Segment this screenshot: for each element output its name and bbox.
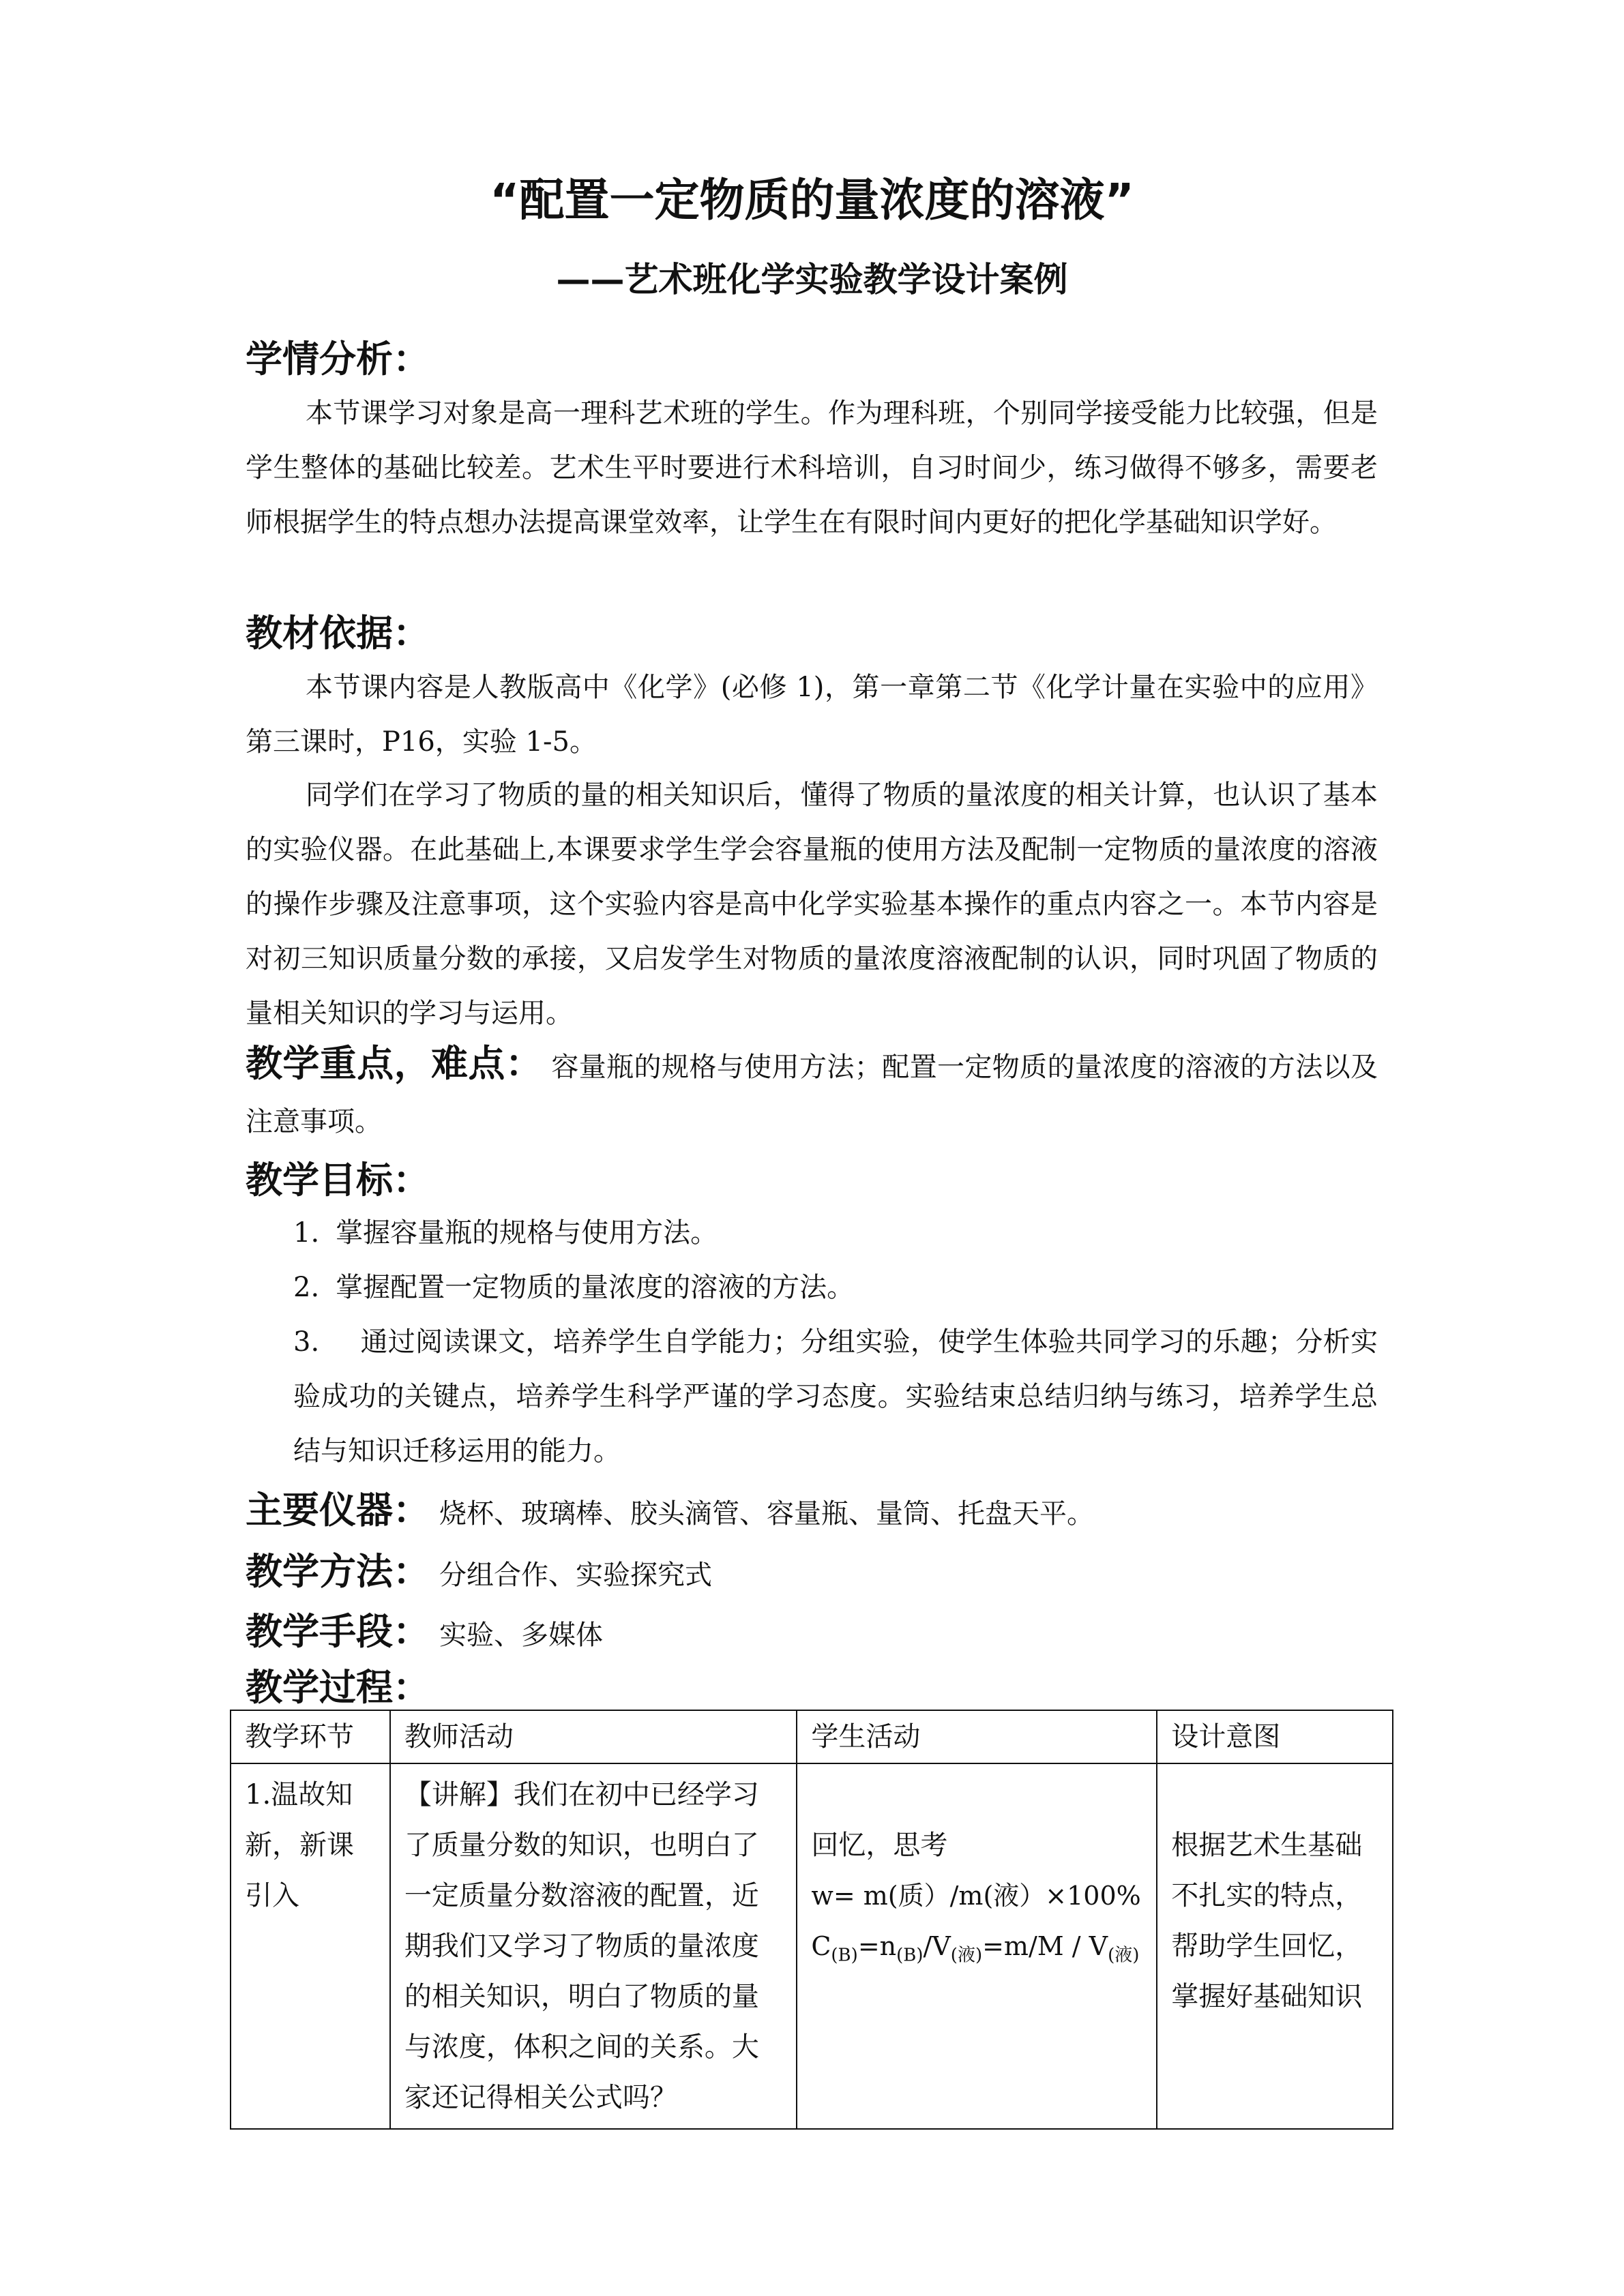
goal-number: 3. — [293, 1326, 320, 1358]
cell-student-activity — [797, 1763, 1157, 2129]
table-header-row — [231, 1710, 1393, 1763]
document-subtitle: ——艺术班化学实验教学设计案例 — [556, 260, 1068, 299]
goal-number: 2. — [293, 1272, 320, 1303]
goal-text: 通过阅读课文，培养学生自学能力；分组实验，使学生体验共同学习的乐趣；分析实验成功的关键点，培养学生科学严谨的学习态度。实验结束总结归纳与练习，培养学生总结与知识迁移运用的能力。 — [293, 1326, 1378, 1467]
heading-instruments: 主要仪器： — [246, 1489, 430, 1532]
paragraph-material-basis-2: 同学们在学习了物质的量的相关知识后，懂得了物质的量浓度的相关计算，也认识了基本的实验仪器。在此基础上,本课要求学生学会容量瓶的使用方法及配制一定物质的量浓度的溶液的操作步骤及注意事项，这个实验内容是高中化学实验基本操作的重点内容之一。本节内容是对初三知识质量分数的承接，又启发学生对物质的量浓度溶液配制的认识，同时巩固了物质的量相关知识的学习与运用。 — [246, 779, 1378, 1029]
teaching-means-text: 实验、多媒体 — [439, 1620, 603, 1651]
cell-design-intent: 根据艺术生基础不扎实的特点，帮助学生回忆，掌握好基础知识 — [1157, 1763, 1393, 2129]
goal-text: 掌握配置一定物质的量浓度的溶液的方法。 — [336, 1272, 855, 1303]
goal-text: 掌握容量瓶的规格与使用方法。 — [336, 1217, 718, 1249]
formula-part: /V — [923, 1931, 951, 1961]
means-line — [246, 1602, 603, 1655]
student-activity-text: 回忆，思考 — [811, 1830, 948, 1861]
goal-item — [293, 1260, 1378, 1315]
goal-number: 1. — [293, 1217, 320, 1249]
formula-part: =m/M / V — [982, 1931, 1108, 1961]
paragraph-student-analysis: 本节课学习对象是高一理科艺术班的学生。作为理科班，个别同学接受能力比较强，但是学生整体的基础比较差。艺术生平时要进行术科培训，自习时间少，练习做得不够多，需要老师根据学生的特点想办法提高课堂效率，让学生在有限时间内更好的把化学基础知识学好。 — [246, 398, 1378, 538]
header-teacher-activity: 教师活动 — [390, 1710, 797, 1763]
instruments-line — [246, 1481, 1094, 1534]
formula-part: C — [811, 1931, 831, 1961]
formula-molar-concentration — [811, 1921, 1142, 1981]
heading-teaching-method: 教学方法： — [246, 1550, 430, 1593]
instruments-text: 烧杯、玻璃棒、胶头滴管、容量瓶、量筒、托盘天平。 — [439, 1498, 1094, 1530]
formula-subscript: (液) — [950, 1945, 983, 1966]
heading-material-basis: 教材依据： — [246, 612, 430, 655]
header-student-activity: 学生活动 — [797, 1710, 1157, 1763]
teaching-goals-list — [293, 1206, 1378, 1478]
heading-teaching-process: 教学过程： — [246, 1666, 430, 1709]
paragraph-material-basis-1: 本节课内容是人教版高中《化学》(必修 1)，第一章第二节《化学计量在实验中的应用》第三课时，P16，实验 1-5。 — [246, 672, 1378, 758]
header-design-intent: 设计意图 — [1157, 1710, 1393, 1763]
formula-subscript: (B) — [831, 1945, 858, 1966]
cell-teacher-activity: 【讲解】我们在初中已经学习了质量分数的知识，也明白了一定质量分数溶液的配置，近期我们又学习了物质的量浓度的相关知识，明白了物质的量与浓度，体积之间的关系。大家还记得相关公式吗？ — [390, 1763, 797, 2129]
key-points-text: 容量瓶的规格与使用方法；配置一定物质的量浓度的溶液的方法以及注意事项。 — [246, 1052, 1378, 1137]
table-row — [231, 1763, 1393, 2129]
method-line — [246, 1542, 712, 1595]
heading-teaching-goals: 教学目标： — [246, 1159, 430, 1202]
formula-part: =n — [857, 1931, 897, 1961]
header-stage: 教学环节 — [231, 1710, 390, 1763]
key-points-block — [246, 1037, 1378, 1149]
goal-item — [293, 1206, 1378, 1260]
goal-item — [293, 1315, 1378, 1478]
formula-subscript: (B) — [896, 1945, 924, 1966]
cell-stage: 1.温故知新，新课引入 — [231, 1763, 390, 2129]
heading-teaching-means: 教学手段： — [246, 1610, 430, 1653]
teaching-process-table — [230, 1710, 1393, 2130]
heading-student-analysis: 学情分析： — [246, 338, 430, 381]
formula-subscript: (液) — [1108, 1945, 1140, 1966]
heading-key-points: 教学重点，难点： — [246, 1042, 543, 1085]
teaching-method-text: 分组合作、实验探究式 — [439, 1560, 712, 1591]
document-title: “配置一定物质的量浓度的溶液” — [490, 174, 1134, 226]
formula-mass-fraction: w= m(质）/m(液）×100% — [811, 1881, 1141, 1911]
